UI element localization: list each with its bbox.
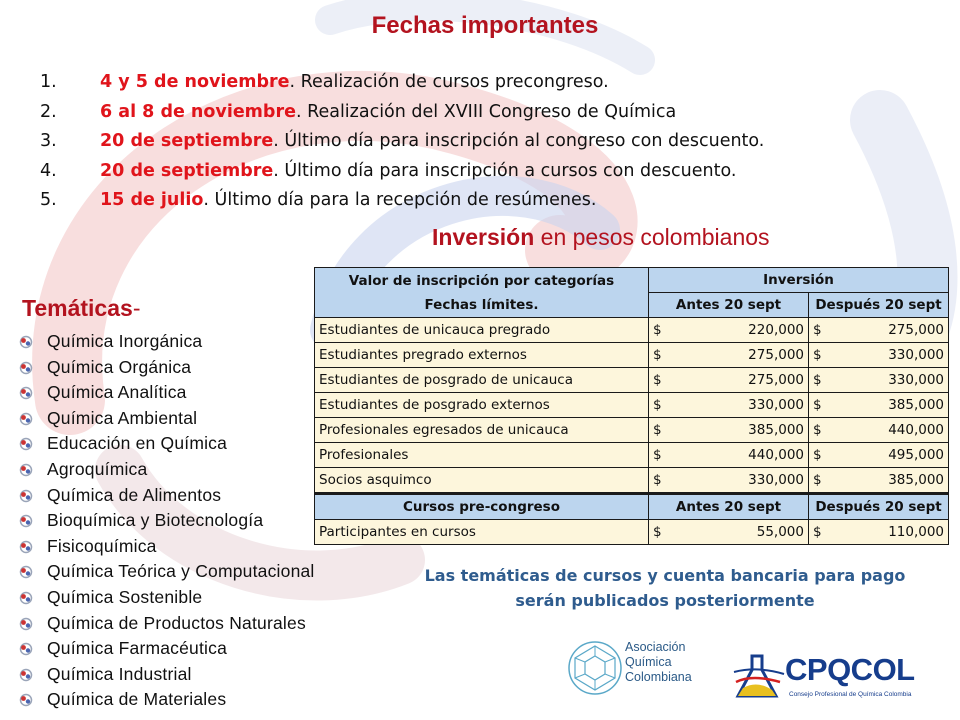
topic-label: Química de Materiales	[47, 689, 227, 710]
date-item	[40, 157, 900, 187]
fee-after-value: 330,000	[888, 372, 945, 388]
bullet-icon	[19, 489, 33, 503]
topic-item	[18, 662, 315, 688]
fee-after	[809, 318, 949, 343]
fee-before-value: 275,000	[748, 347, 804, 363]
topic-item	[18, 534, 315, 560]
date-description: . Último día para inscripción a cursos con descuento.	[273, 160, 737, 181]
fee-category: Estudiantes pregrado externos	[315, 343, 649, 368]
currency-symbol: $	[813, 347, 822, 363]
investment-heading	[432, 224, 770, 251]
currency-symbol: $	[653, 322, 662, 338]
topic-label: Química Inorgánica	[47, 331, 203, 351]
cpqcol-subtitle: Consejo Profesional de Química Colombia	[789, 691, 912, 698]
bullet-icon	[19, 514, 33, 528]
date-highlight: 15 de julio	[100, 190, 204, 210]
fee-before-value: 275,000	[748, 372, 804, 388]
fee-after	[809, 520, 949, 545]
date-item	[40, 98, 900, 128]
date-number: 3.	[40, 131, 57, 151]
currency-symbol: $	[813, 372, 822, 388]
bullet-icon	[19, 642, 33, 656]
currency-symbol: $	[813, 472, 822, 488]
fee-after	[809, 418, 949, 443]
topic-item	[18, 457, 315, 483]
bullet-icon	[19, 361, 33, 375]
category-header-line2: Fechas límites.	[424, 296, 539, 313]
fee-before	[649, 418, 809, 443]
date-highlight: 20 de septiembre	[100, 160, 274, 181]
date-highlight: 6 al 8 de noviembre	[100, 101, 296, 122]
molecule-icon	[565, 636, 625, 700]
fee-before-value: 55,000	[756, 524, 804, 540]
investment-heading-bold: Inversión	[432, 224, 535, 250]
fee-before	[649, 468, 809, 494]
fee-category: Profesionales	[315, 443, 649, 468]
before-header: Antes 20 sept	[649, 293, 809, 318]
fee-row	[315, 418, 949, 443]
fee-after	[809, 393, 949, 418]
fee-before	[649, 368, 809, 393]
topic-label: Química de Alimentos	[47, 484, 222, 505]
currency-symbol: $	[813, 524, 822, 540]
fee-before-value: 330,000	[748, 472, 804, 488]
currency-symbol: $	[653, 347, 662, 363]
currency-symbol: $	[813, 447, 822, 463]
currency-symbol: $	[813, 422, 822, 438]
aqc-line3: Colombiana	[625, 670, 692, 684]
topics-heading-dash: -	[132, 295, 141, 321]
topic-item	[18, 431, 315, 457]
fee-before	[649, 520, 809, 545]
currency-symbol: $	[653, 524, 662, 540]
date-highlight: 4 y 5 de noviembre	[100, 72, 290, 92]
topic-item	[18, 636, 315, 662]
aqc-line2: Química	[625, 655, 672, 669]
topic-item	[18, 585, 315, 611]
fee-before-value: 330,000	[748, 397, 804, 413]
fee-row	[315, 393, 949, 418]
currency-symbol: $	[653, 472, 662, 488]
flask-icon	[732, 652, 788, 704]
bullet-icon	[19, 668, 33, 682]
currency-symbol: $	[813, 322, 822, 338]
fee-before-value: 385,000	[748, 422, 804, 438]
fee-after	[809, 368, 949, 393]
topic-label: Química Industrial	[47, 663, 192, 684]
fee-before	[649, 343, 809, 368]
topic-label: Química Teórica y Computacional	[47, 561, 315, 582]
bullet-icon	[19, 412, 33, 426]
date-description: . Último día para la recepción de resúmenes.	[203, 190, 597, 210]
topic-label: Química Sostenible	[47, 586, 203, 607]
bullet-icon	[19, 693, 33, 707]
date-number: 4.	[40, 160, 57, 181]
fee-after-value: 275,000	[888, 322, 945, 338]
date-item	[40, 68, 900, 98]
fee-category: Estudiantes de posgrado externos	[315, 393, 649, 418]
topic-item	[18, 508, 315, 534]
fee-row	[315, 343, 949, 368]
courses-before-header: Antes 20 sept	[649, 494, 809, 520]
date-item	[40, 127, 900, 157]
topic-item	[18, 483, 315, 509]
publication-note: Las temáticas de cursos y cuenta bancaria para pago serán publicados posteriormente	[424, 566, 906, 610]
fee-after	[809, 468, 949, 494]
date-highlight: 20 de septiembre	[100, 131, 274, 151]
after-header: Después 20 sept	[809, 293, 949, 318]
fee-before	[649, 318, 809, 343]
topic-item	[18, 611, 315, 637]
topic-label: Educación en Química	[47, 433, 228, 454]
date-number: 1.	[40, 72, 57, 92]
fee-after	[809, 443, 949, 468]
bullet-icon	[19, 591, 33, 605]
investment-heading-rest: en pesos colombianos	[534, 224, 770, 250]
fees-table	[314, 267, 949, 545]
date-number: 5.	[40, 190, 57, 210]
topic-label: Química Orgánica	[47, 356, 192, 377]
bullet-icon	[19, 565, 33, 579]
fee-after-value: 385,000	[888, 397, 945, 413]
currency-symbol: $	[653, 372, 662, 388]
page-title: Fechas importantes	[371, 12, 599, 39]
date-number: 2.	[40, 101, 57, 122]
category-header-line1: Valor de inscripción por categorías	[348, 272, 615, 289]
topic-label: Química Farmacéutica	[47, 638, 228, 659]
fee-category: Participantes en cursos	[315, 520, 649, 545]
bullet-icon	[19, 540, 33, 554]
topic-item	[18, 355, 315, 381]
courses-after-header: Después 20 sept	[809, 494, 949, 520]
fee-after	[809, 343, 949, 368]
investment-header: Inversión	[649, 268, 949, 293]
currency-symbol: $	[653, 422, 662, 438]
topic-label: Química de Productos Naturales	[47, 612, 306, 633]
fee-category: Estudiantes de unicauca pregrado	[315, 318, 649, 343]
currency-symbol: $	[813, 397, 822, 413]
topic-label: Bioquímica y Biotecnología	[47, 510, 264, 531]
important-dates-list	[40, 68, 900, 216]
courses-header: Cursos pre-congreso	[315, 494, 649, 520]
topic-item	[18, 559, 315, 585]
fee-before-value: 220,000	[748, 322, 804, 338]
topic-item	[18, 687, 315, 713]
fee-after-value: 330,000	[888, 347, 945, 363]
currency-symbol: $	[653, 447, 662, 463]
bullet-icon	[19, 437, 33, 451]
bullet-icon	[19, 617, 33, 631]
topic-label: Agroquímica	[47, 458, 148, 479]
aqc-logo	[563, 628, 703, 704]
aqc-line1: Asociación	[625, 640, 686, 654]
cpqcol-wordmark: CPQCOL	[785, 652, 915, 687]
date-description: . Realización de cursos precongreso.	[289, 72, 609, 92]
currency-symbol: $	[653, 397, 662, 413]
topic-item	[18, 329, 315, 355]
fee-after-value: 495,000	[888, 447, 945, 463]
topic-label: Fisicoquímica	[47, 535, 157, 556]
fee-row	[315, 520, 949, 545]
cpqcol-logo	[732, 650, 960, 710]
fee-after-value: 440,000	[888, 422, 945, 438]
topic-item	[18, 380, 315, 406]
bullet-icon	[19, 386, 33, 400]
fee-category: Socios asquimco	[315, 468, 649, 494]
date-item	[40, 186, 900, 216]
fee-row	[315, 468, 949, 494]
fee-before	[649, 443, 809, 468]
date-description: . Realización del XVIII Congreso de Química	[295, 101, 677, 122]
bullet-icon	[19, 463, 33, 477]
topic-label: Química Ambiental	[47, 407, 198, 428]
topics-heading-text: Temáticas	[22, 295, 133, 321]
fee-category: Estudiantes de posgrado de unicauca	[315, 368, 649, 393]
fee-after-value: 110,000	[888, 524, 945, 540]
fee-after-value: 385,000	[888, 472, 945, 488]
bullet-icon	[19, 335, 33, 349]
topic-item	[18, 406, 315, 432]
fee-row	[315, 318, 949, 343]
topic-label: Química Analítica	[47, 382, 187, 403]
fee-category: Profesionales egresados de unicauca	[315, 418, 649, 443]
fee-before	[649, 393, 809, 418]
date-description: . Último día para inscripción al congreso con descuento.	[273, 131, 765, 151]
fee-before-value: 440,000	[748, 447, 804, 463]
aqc-logo-text	[625, 640, 692, 685]
topics-heading	[22, 295, 140, 322]
topics-list	[18, 329, 315, 713]
fee-row	[315, 443, 949, 468]
category-header	[315, 268, 649, 318]
fee-row	[315, 368, 949, 393]
